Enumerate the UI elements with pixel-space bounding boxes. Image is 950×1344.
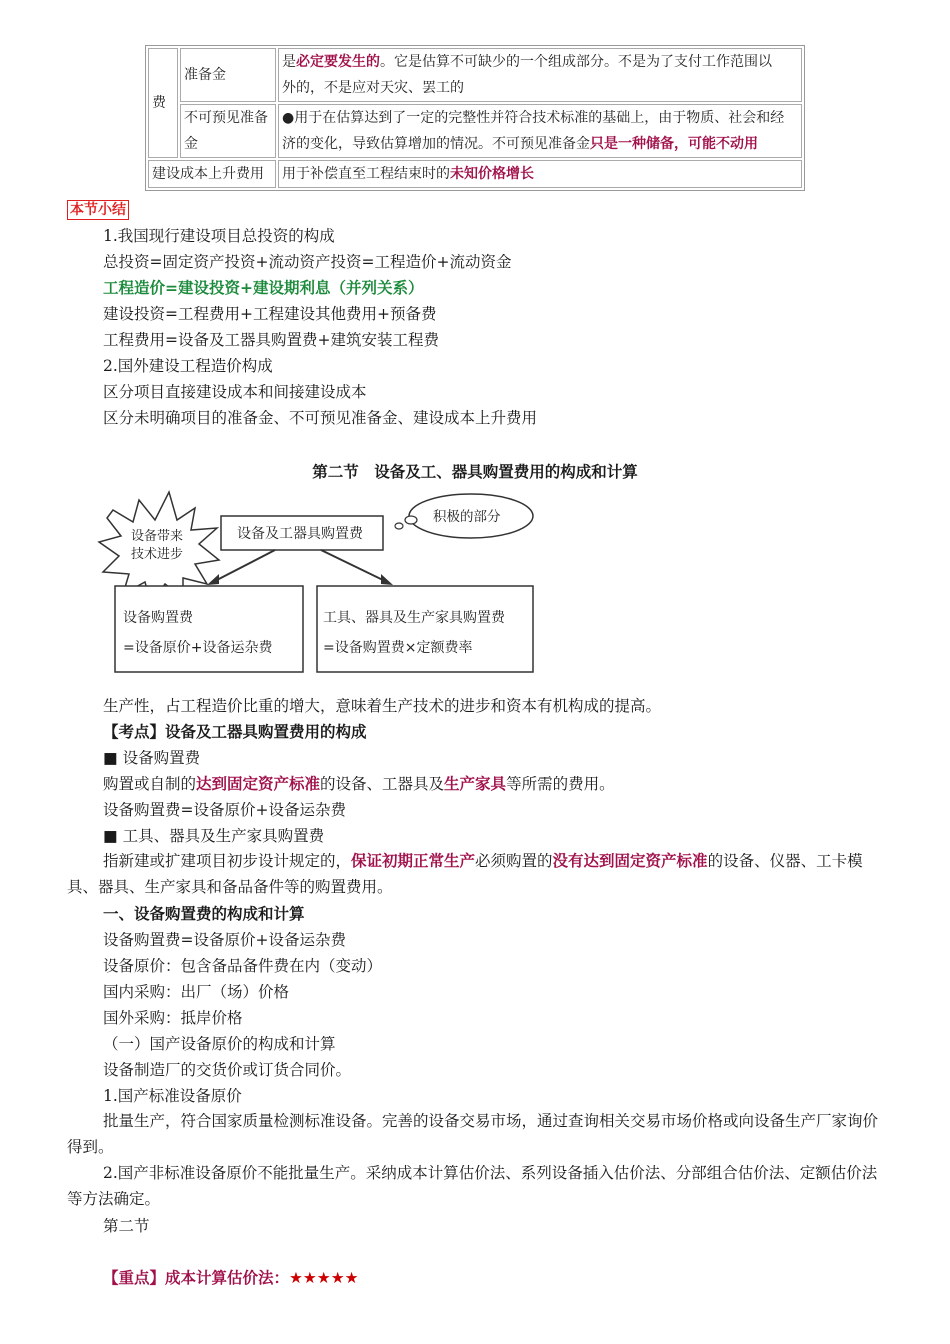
contingency-name-2: 金 bbox=[184, 136, 198, 152]
summary-line-1: 1.我国现行建设项目总投资的构成 bbox=[103, 227, 335, 245]
cost-structure-diagram bbox=[95, 486, 545, 676]
section-summary-tag: 本节小结 bbox=[67, 200, 129, 220]
formula-1: 设备购置费=设备原价+设备运杂费 bbox=[103, 801, 346, 819]
contingency-desc-1: ●用于在估算达到了一定的完整性并符合技术标准的基础上，由于物质、社会和经 bbox=[282, 110, 785, 126]
contingency-name-cell bbox=[180, 104, 276, 158]
left-box bbox=[115, 586, 303, 672]
cloud-label: 积极的部分 bbox=[433, 509, 501, 525]
summary-line-4: 建设投资=工程费用+工程建设其他费用+预备费 bbox=[103, 305, 437, 323]
body-p1: 生产性，占工程造价比重的增大，意味着生产技术的进步和资本有机构成的提高。 bbox=[103, 697, 662, 715]
body-p4: 批量生产，符合国家质量检测标准设备。完善的设备交易市场，通过查询相关交易市场价格或向设备生产厂家询价得到。 bbox=[67, 1112, 879, 1156]
reserve-desc-red: 必定要发生的 bbox=[296, 54, 380, 70]
section-2-label: 第二节 bbox=[103, 1217, 150, 1235]
center-box-label: 设备及工器具购置费 bbox=[237, 526, 363, 542]
summary-line-5: 工程费用=设备及工器具购置费+建筑安装工程费 bbox=[103, 331, 439, 349]
contingency-desc-red: 只是一种储备，可能不动用 bbox=[590, 136, 758, 152]
bullet-tools: ■ 工具、器具及生产家具购置费 bbox=[103, 827, 325, 845]
fee-label: 费 bbox=[152, 95, 166, 111]
summary-line-2: 总投资=固定资产投资+流动资产投资=工程造价+流动资金 bbox=[103, 253, 512, 271]
arrow-left bbox=[213, 550, 275, 582]
contingency-desc-cell bbox=[278, 104, 802, 158]
summary-line-6: 2.国外建设工程造价构成 bbox=[103, 357, 273, 375]
summary-line-8: 区分未明确项目的准备金、不可预见准备金、建设成本上升费用 bbox=[103, 409, 538, 427]
reserve-name: 准备金 bbox=[184, 67, 226, 83]
key-point-line bbox=[103, 1266, 359, 1288]
p2-red-1: 达到固定资产标准 bbox=[196, 775, 321, 793]
body-p5: 2.国产非标准设备原价不能批量生产。采纳成本计算估价法、系列设备插入估价法、分部组合估价法、定额估价法等方法确定。 bbox=[67, 1164, 878, 1208]
reserve-desc-cell bbox=[278, 48, 802, 102]
p3-pre: 指新建或扩建项目初步设计规定的， bbox=[103, 852, 352, 870]
reserve-desc-post2: 外的，不是应对天灾、罢工的 bbox=[282, 80, 464, 96]
cloud-dot-2 bbox=[395, 523, 403, 529]
escalation-desc-cell bbox=[278, 160, 802, 188]
cloud-dot-1 bbox=[405, 516, 417, 524]
factory-price-line: 设备制造厂的交货价或订货合同价。 bbox=[103, 1061, 352, 1079]
arrowhead-right bbox=[381, 574, 393, 585]
reserve-desc-pre: 是 bbox=[282, 54, 296, 70]
section-title: 第二节 设备及工、器具购置费用的构成和计算 bbox=[312, 463, 638, 481]
escalation-name-cell bbox=[148, 160, 276, 188]
kaodian-heading: 【考点】设备及工器具购置费用的构成 bbox=[103, 723, 367, 741]
p3-red-2: 没有达到固定资产标准 bbox=[552, 852, 708, 870]
reserve-desc-post1: 。它是估算不可缺少的一个组成部分。不是为了支付工作范围以 bbox=[380, 54, 772, 70]
summary-line-7: 区分项目直接建设成本和间接建设成本 bbox=[103, 383, 367, 401]
right-box-line-1: 工具、器具及生产家具购置费 bbox=[323, 610, 505, 626]
key-point-tag: 【重点】成本计算估价法： bbox=[103, 1269, 290, 1287]
p2-red-2: 生产家具 bbox=[444, 775, 507, 793]
escalation-desc-red: 未知价格增长 bbox=[450, 166, 534, 182]
p2-mid: 的设备、工器具及 bbox=[320, 775, 445, 793]
heading-1: 一、设备购置费的构成和计算 bbox=[103, 905, 305, 923]
numbered-1: 1.国产标准设备原价 bbox=[103, 1087, 242, 1105]
escalation-name: 建设成本上升费用 bbox=[152, 166, 264, 182]
p3-red-1: 保证初期正常生产 bbox=[351, 852, 476, 870]
formula-2: 设备购置费=设备原价+设备运杂费 bbox=[103, 931, 346, 949]
p3-post: 的设备、仪器、工卡模具、器具、生产家具和备品备件等的购置费用。 bbox=[67, 852, 863, 896]
p3-mid: 必须购置的 bbox=[475, 852, 553, 870]
left-box-line-1: 设备购置费 bbox=[123, 610, 193, 626]
reserve-cost-table bbox=[145, 45, 805, 191]
escalation-desc-pre: 用于补偿直至工程结束时的 bbox=[282, 166, 450, 182]
burst-line-2: 技术进步 bbox=[131, 547, 184, 562]
summary-line-3: 工程造价=建设投资+建设期利息（并列关系） bbox=[103, 279, 424, 297]
arrow-right bbox=[321, 550, 387, 582]
fee-column-cell bbox=[148, 48, 178, 158]
left-box-line-2: =设备原价+设备运杂费 bbox=[123, 640, 273, 656]
reserve-name-cell bbox=[180, 48, 276, 102]
subheading-1: （一）国产设备原价的构成和计算 bbox=[103, 1035, 336, 1053]
right-box-line-2: =设备购置费×定额费率 bbox=[323, 640, 473, 656]
p2-pre: 购置或自制的 bbox=[103, 775, 197, 793]
foreign-line: 国外采购：抵岸价格 bbox=[103, 1009, 243, 1027]
body-p2 bbox=[103, 772, 615, 794]
contingency-desc-2: 济的变化，导致估算增加的情况。不可预见准备金 bbox=[282, 136, 590, 152]
burst-line-1: 设备带来 bbox=[131, 529, 184, 544]
arrowhead-left bbox=[207, 574, 219, 585]
original-price-line: 设备原价：包含备品备件费在内（变动） bbox=[103, 957, 383, 975]
contingency-name-1: 不可预见准备 bbox=[184, 110, 268, 126]
p2-post: 等所需的费用。 bbox=[506, 775, 615, 793]
bullet-equipment: ■ 设备购置费 bbox=[103, 749, 201, 767]
body-p3 bbox=[67, 848, 882, 900]
domestic-line: 国内采购：出厂（场）价格 bbox=[103, 983, 290, 1001]
right-box bbox=[317, 586, 533, 672]
star-rating: ★★★★★ bbox=[289, 1269, 359, 1287]
